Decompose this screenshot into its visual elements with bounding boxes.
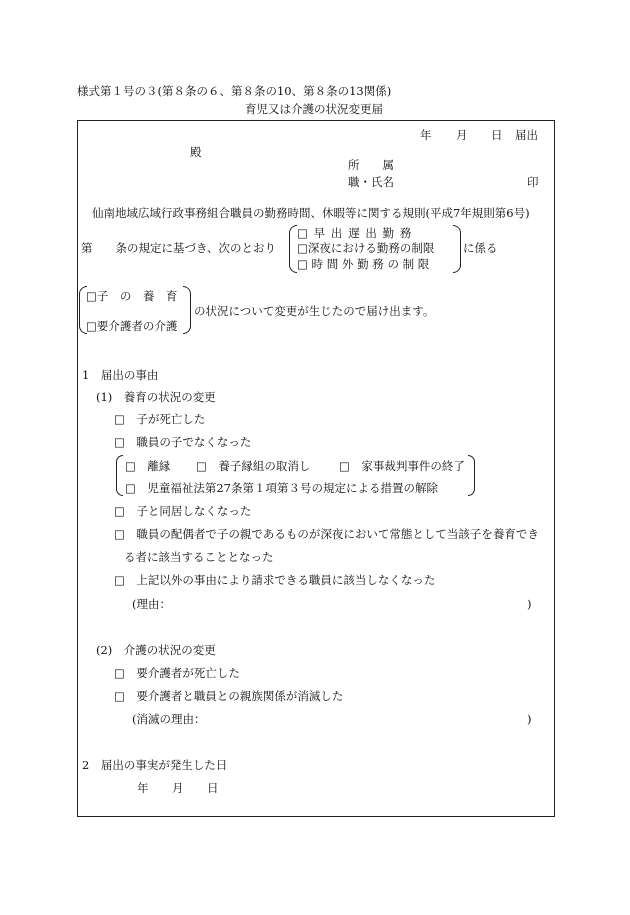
form-number: 様式第１号の３(第８条の６、第８条の10、第８条の13関係): [77, 84, 392, 98]
department-label: 所 属: [348, 158, 394, 172]
option-early-late-work[interactable]: □早出遅出勤務: [297, 226, 418, 240]
occurrence-year[interactable]: 年: [137, 781, 149, 795]
addressee-suffix: 殿: [190, 145, 202, 159]
form-title: 育児又は介護の状況変更届: [245, 102, 383, 116]
option-child-care[interactable]: □子 の 養 育: [86, 289, 178, 303]
section1-title: 1 届出の事由: [82, 368, 159, 382]
right-bracket: [468, 455, 475, 496]
article-suffix: に係る: [463, 241, 498, 255]
care-suffix: の状況について変更が生じたので届け出ます。: [194, 304, 435, 318]
extinction-reason-open: (消滅の理由：: [132, 712, 206, 726]
date-submitted-label: 届出: [515, 128, 538, 142]
check-spouse-can-care-cont: る者に該当することとなった: [124, 550, 274, 564]
date-day[interactable]: 日: [491, 128, 503, 142]
check-care-recipient-died[interactable]: □ 要介護者が死亡した: [114, 666, 240, 680]
name-label: 職・氏名: [348, 175, 394, 189]
option-night-work-limit[interactable]: □深夜における勤務の制限: [297, 241, 435, 255]
date-year[interactable]: 年: [420, 128, 432, 142]
left-bracket: [289, 225, 297, 273]
option-overtime-limit[interactable]: □時間外勤務の制限: [297, 257, 433, 271]
sub2-title: (2) 介護の状況の変更: [96, 643, 216, 657]
extinction-reason-close: ): [527, 712, 532, 726]
check-kinship-ended[interactable]: □ 要介護者と職員との親族関係が消滅した: [114, 689, 344, 703]
date-month[interactable]: 月: [456, 128, 468, 142]
occurrence-month[interactable]: 月: [172, 781, 184, 795]
right-bracket: [453, 225, 461, 273]
sub1-title: (1) 養育の状況の変更: [96, 390, 216, 404]
check-no-cohabitation[interactable]: □ 子と同居しなくなった: [114, 504, 252, 518]
right-bracket: [183, 286, 191, 334]
occurrence-day[interactable]: 日: [207, 781, 219, 795]
check-no-longer-child[interactable]: □ 職員の子でなくなった: [114, 435, 252, 449]
reason-close: ): [527, 597, 532, 611]
option-nursing-care[interactable]: □要介護者の介護: [86, 319, 178, 333]
article-prefix: 第 条の規定に基づき、次のとおり: [81, 241, 277, 255]
check-court-case-end[interactable]: □ 家事裁判事件の終了: [339, 459, 465, 473]
regulation-text: 仙南地域広域行政事務組合職員の勤務時間、休暇等に関する規則(平成7年規則第6号): [92, 206, 530, 220]
left-bracket: [116, 455, 123, 496]
seal-mark: 印: [527, 175, 539, 189]
check-child-died[interactable]: □ 子が死亡した: [114, 412, 206, 426]
section2-title: 2 届出の事実が発生した日: [82, 758, 228, 772]
check-adoption-cancel[interactable]: □ 養子縁組の取消し: [196, 459, 311, 473]
reason-open: (理由：: [132, 597, 171, 611]
check-spouse-can-care[interactable]: □ 職員の配偶者で子の親であるものが深夜において常態として当該子を養育でき: [114, 527, 539, 541]
check-other-reason[interactable]: □ 上記以外の事由により請求できる職員に該当しなくなった: [114, 573, 436, 587]
check-welfare-measure-lift[interactable]: □ 児童福祉法第27条第１項第３号の規定による措置の解除: [125, 481, 438, 495]
check-dissolution[interactable]: □ 離縁: [125, 459, 171, 473]
